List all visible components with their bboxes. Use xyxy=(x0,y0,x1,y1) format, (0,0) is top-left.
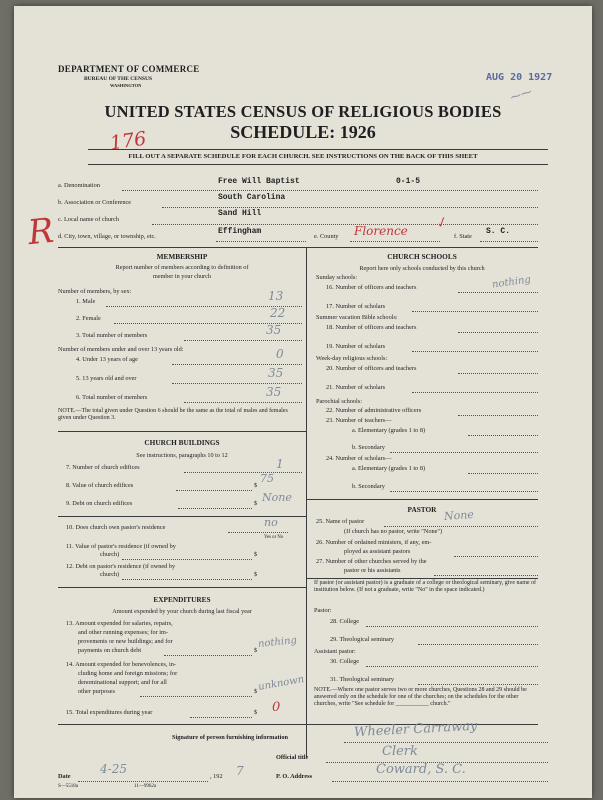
q14-value: unknown xyxy=(257,674,306,693)
denomination-label: a. Denomination xyxy=(58,182,100,189)
year-value: 7 xyxy=(236,764,244,778)
q30-label: 30. College xyxy=(330,658,360,665)
q24-label: 24. Number of scholars— xyxy=(326,455,392,462)
q25-hint: (If church has no pastor, write "None") xyxy=(344,528,443,535)
q25-value: None xyxy=(443,507,475,524)
handwritten-number: 176 xyxy=(108,127,148,155)
membership-subtitle-1: Report number of members according to definition of xyxy=(115,264,249,271)
po-address-label: P. O. Address xyxy=(276,773,313,780)
date-label: Date xyxy=(58,773,71,780)
q28-label: 28. College xyxy=(330,618,360,625)
county-value: Florence xyxy=(354,224,408,238)
q31-label: 31. Theological seminary xyxy=(330,676,395,683)
stamp-scribble: ⁓⁓ xyxy=(508,84,534,105)
q6-label: 6. Total number of members xyxy=(76,394,148,401)
association-label: b. Association or Conference xyxy=(58,199,132,206)
q11-label: 11. Value of pastor's residence (if owned by xyxy=(66,543,176,550)
q25-label: 25. Name of pastor xyxy=(316,518,365,525)
membership-heading: MEMBERSHIP xyxy=(156,252,208,261)
expenditures-subtitle: Amount expended by your church during last fiscal year xyxy=(112,608,252,615)
yes-no-hint: Yes or No xyxy=(264,535,284,540)
po-address-value: Coward, S. C. xyxy=(376,762,466,777)
by-sex-label: Number of members, by sex: xyxy=(58,288,132,295)
handwritten-r-mark: R xyxy=(25,210,56,254)
q5-value: 35 xyxy=(268,366,284,380)
q16-value: nothing xyxy=(491,274,532,291)
q2-label: 2. Female xyxy=(76,315,101,322)
association-value: South Carolina xyxy=(218,193,286,202)
buildings-subtitle: See instructions, paragraphs 10 to 12 xyxy=(136,452,228,459)
state-label: f. State xyxy=(454,233,472,240)
q4-label: 4. Under 13 years of age xyxy=(76,356,138,363)
q23a-label: a. Elementary (grades 1 to 8) xyxy=(352,427,426,434)
local-name-value: Sand Hill xyxy=(218,209,262,218)
q27-label: 27. Number of other churches served by the xyxy=(316,558,427,565)
q20-label: 20. Number of officers and teachers xyxy=(326,365,417,372)
age-header-label: Number of members under and over 13 years old: xyxy=(58,346,184,353)
pastor-heading: PASTOR xyxy=(407,505,437,514)
parochial-schools-label: Parochial schools: xyxy=(316,398,362,405)
q13-label: 13. Amount expended for salaries, repairs, xyxy=(66,620,173,627)
official-title-label: Official title xyxy=(276,754,309,761)
date-value: 4-25 xyxy=(100,762,127,776)
denomination-code: 0-1-5 xyxy=(396,177,421,186)
instruction-rule-bottom xyxy=(88,164,548,165)
q19-label: 19. Number of scholars xyxy=(326,343,386,350)
q24b-label: b. Secondary xyxy=(352,483,385,490)
q15-label: 15. Total expenditures during year xyxy=(66,709,153,716)
q17-label: 17. Number of scholars xyxy=(326,303,386,310)
q22-label: 22. Number of administrative officers xyxy=(326,407,422,414)
county-label: e. County xyxy=(314,233,339,240)
signature-label: Signature of person furnishing information xyxy=(172,734,289,741)
signature-value: Wheeler Carraway xyxy=(353,718,478,741)
pastor-note: NOTE.—Where one pastor serves two or more churches, Questions 28 and 29 should be answered only on the schedule for one of the churches; on the schedules for the other churches, write "See schedule for ___________ church." xyxy=(314,687,527,708)
form-title: UNITED STATES CENSUS OF RELIGIOUS BODIES xyxy=(104,102,502,121)
form-subtitle: SCHEDULE: 1926 xyxy=(230,122,376,142)
assistant-pastor-label: Assistant pastor: xyxy=(314,648,356,655)
q8-value: 75 xyxy=(260,472,274,485)
city-label: d. City, town, village, or township, etc. xyxy=(58,233,156,240)
print-code: 11—9962a xyxy=(134,784,157,789)
q12-label: 12. Debt on pastor's residence (if owned by xyxy=(66,563,176,570)
columns-top-rule xyxy=(58,247,538,248)
q2-value: 22 xyxy=(270,306,286,320)
q7-value: 1 xyxy=(276,457,284,471)
bureau-name: BUREAU OF THE CENSUS xyxy=(84,76,153,82)
q3-label: 3. Total number of members xyxy=(76,332,148,339)
vacation-schools-label: Summer vacation Bible schools: xyxy=(316,314,398,321)
department-name: DEPARTMENT OF COMMERCE xyxy=(58,64,200,74)
q8-label: 8. Value of church edifices xyxy=(66,482,134,489)
q4-value: 0 xyxy=(276,347,284,361)
q16-label: 16. Number of officers and teachers xyxy=(326,284,417,291)
schools-subtitle: Report here only schools conducted by this church xyxy=(359,265,485,272)
q7-label: 7. Number of church edifices xyxy=(66,464,140,471)
form-number: S—5518a xyxy=(58,784,78,789)
q1-label: 1. Male xyxy=(76,298,96,305)
q5-label: 5. 13 years old and over xyxy=(76,375,137,382)
q9-value: None xyxy=(262,491,292,504)
q21-label: 21. Number of scholars xyxy=(326,384,386,391)
denomination-value: Free Will Baptist xyxy=(218,177,300,186)
q13-value: nothing xyxy=(257,634,298,651)
membership-note: NOTE.—The total given under Question 6 should be the same as the total of males and females given under Question 3. xyxy=(58,408,288,422)
q6-value: 35 xyxy=(266,385,282,399)
q14-label: 14. Amount expended for benevolences, in- xyxy=(66,661,176,668)
instruction-line: FILL OUT A SEPARATE SCHEDULE FOR EACH CHURCH. SEE INSTRUCTIONS ON THE BACK OF THIS SHEET xyxy=(128,153,478,160)
local-name-label: c. Local name of church xyxy=(58,216,120,223)
q1-value: 13 xyxy=(268,289,284,303)
census-schedule-sheet: DEPARTMENT OF COMMERCE BUREAU OF THE CENSUS WASHINGTON AUG 20 1927 ⁓⁓ UNITED STATES CENSUS OF RELIGIOUS BODIES SCHEDULE: 1926 176 FILL OUT A SEPARATE SCHEDULE FOR EACH CHURCH. SEE INSTRUCTIONS ON THE BACK OF THIS SHEET R a. Denomination Free Will Baptist 0-1-5 b. Association or Conference South Carolina c. Local name of church Sand Hill d. City, town, village, or township, etc. Effingham e. County Florence ✓ f. State S. C. MEMBERSHIP Report number of members according to definition of member in your church Number of members, by sex: 1. Male 13 2. Female 22 3. Total number of members 35 Number of members under and over 13 years old: 4. Under 13 years of age 0 5. 13 years old and over 35 6. Total number of members 35 NOTE.—The total given under Question 6 should be the same as the total of males and females given under Question 3. CHURCH BUILDINGS See instructions, paragraphs 10 to 12 7. Number of church edifices 1 8. Value of church edifices $ 75 9. Debt on church edifices $ None 10. Does church own pastor's residence no Yes or No 11. Value of pastor's residence (if owned by church) $ 12. Debt on pastor's residence (if owned by church) $ EXPENDITURES Amount expended by your church during last fiscal year 13. Amount expended for salaries, repairs, and other running expenses; for im- provements or new buildings; and for payments on church debt $ nothing 14. Amount expended for benevolences, in- cluding home and foreign missions; for denominational support; and for all other purposes $ unknown 15. Total expenditures during year $ 0 CHURCH SCHOOLS Report here only schools conducted by this church Sunday schools: 16. Number of officers and teachers nothing 17. Number of scholars Summer vacation Bible schools: 18. Number of officers and teachers 19. Number of scholars Week-day religious schools: 20. Number of officers and teachers 21. Number of scholars Parochial schools: 22. Number of administrative officers 23. Number of teachers— a. Elementary (grades 1 to 8) b. Secondary 24. Number of scholars— a. Elementary (grades 1 to 8) b. Secondary PASTOR 25. Name of pastor None (If church has no pastor, write "None") 26. Number of ordained ministers, if any, em- ployed as assistant pastors 27. Number of other churches served by the pastor or his assistants If pastor (or assistant pastor) is a graduate of a college or theological seminary, give name of institution below. (If not a graduate, write "No" in the space indicated.) Pastor: 28. College 29. Theological seminary Assistant pastor: 30. College 31. Theological seminary NOTE.—Where one pastor serves two or more churches, Questions 28 and 29 should be answered only on the schedule for one of the churches; on the schedules for the other churches, write "See schedule for ___________ church." Signature of person furnishing information Wheeler Carraway Official title Clerk Date 4-25 , 192 7 P. O. Address Coward, S. C. S—5518a 11—9962a xyxy=(14,6,592,798)
q10-label: 10. Does church own pastor's residence xyxy=(66,524,166,531)
red-check-mark: ✓ xyxy=(433,214,450,233)
weekday-schools-label: Week-day religious schools: xyxy=(316,355,388,362)
q23b-label: b. Secondary xyxy=(352,444,385,451)
column-divider xyxy=(306,247,307,757)
sunday-schools-label: Sunday schools: xyxy=(316,274,358,281)
q10-value: no xyxy=(264,516,278,529)
schools-heading: CHURCH SCHOOLS xyxy=(387,252,457,261)
buildings-heading: CHURCH BUILDINGS xyxy=(144,438,220,447)
city-value: Effingham xyxy=(218,227,262,236)
date-stamp: AUG 20 1927 xyxy=(486,72,553,83)
state-value: S. C. xyxy=(486,227,511,236)
expenditures-heading: EXPENDITURES xyxy=(153,595,211,604)
q26-label: 26. Number of ordained ministers, if any, em- xyxy=(316,539,432,546)
official-title-value: Clerk xyxy=(382,744,418,759)
q3-value: 35 xyxy=(266,323,282,337)
q15-value: 0 xyxy=(272,700,281,715)
graduate-instruction: If pastor (or assistant pastor) is a graduate of a college or theological seminary, give name of institution below. (If not a graduate, write "No" in the space indicated.) xyxy=(314,580,537,594)
q24a-label: a. Elementary (grades 1 to 8) xyxy=(352,465,426,472)
q18-label: 18. Number of officers and teachers xyxy=(326,324,417,331)
year-label: , 192 xyxy=(210,773,223,780)
q29-label: 29. Theological seminary xyxy=(330,636,395,643)
city-name: WASHINGTON xyxy=(110,83,142,88)
q9-label: 9. Debt on church edifices xyxy=(66,500,133,507)
instruction-rule-top xyxy=(88,149,548,150)
q23-label: 23. Number of teachers— xyxy=(326,417,392,424)
pastor-education-label: Pastor: xyxy=(314,607,332,614)
membership-subtitle-2: member in your church xyxy=(153,273,211,280)
